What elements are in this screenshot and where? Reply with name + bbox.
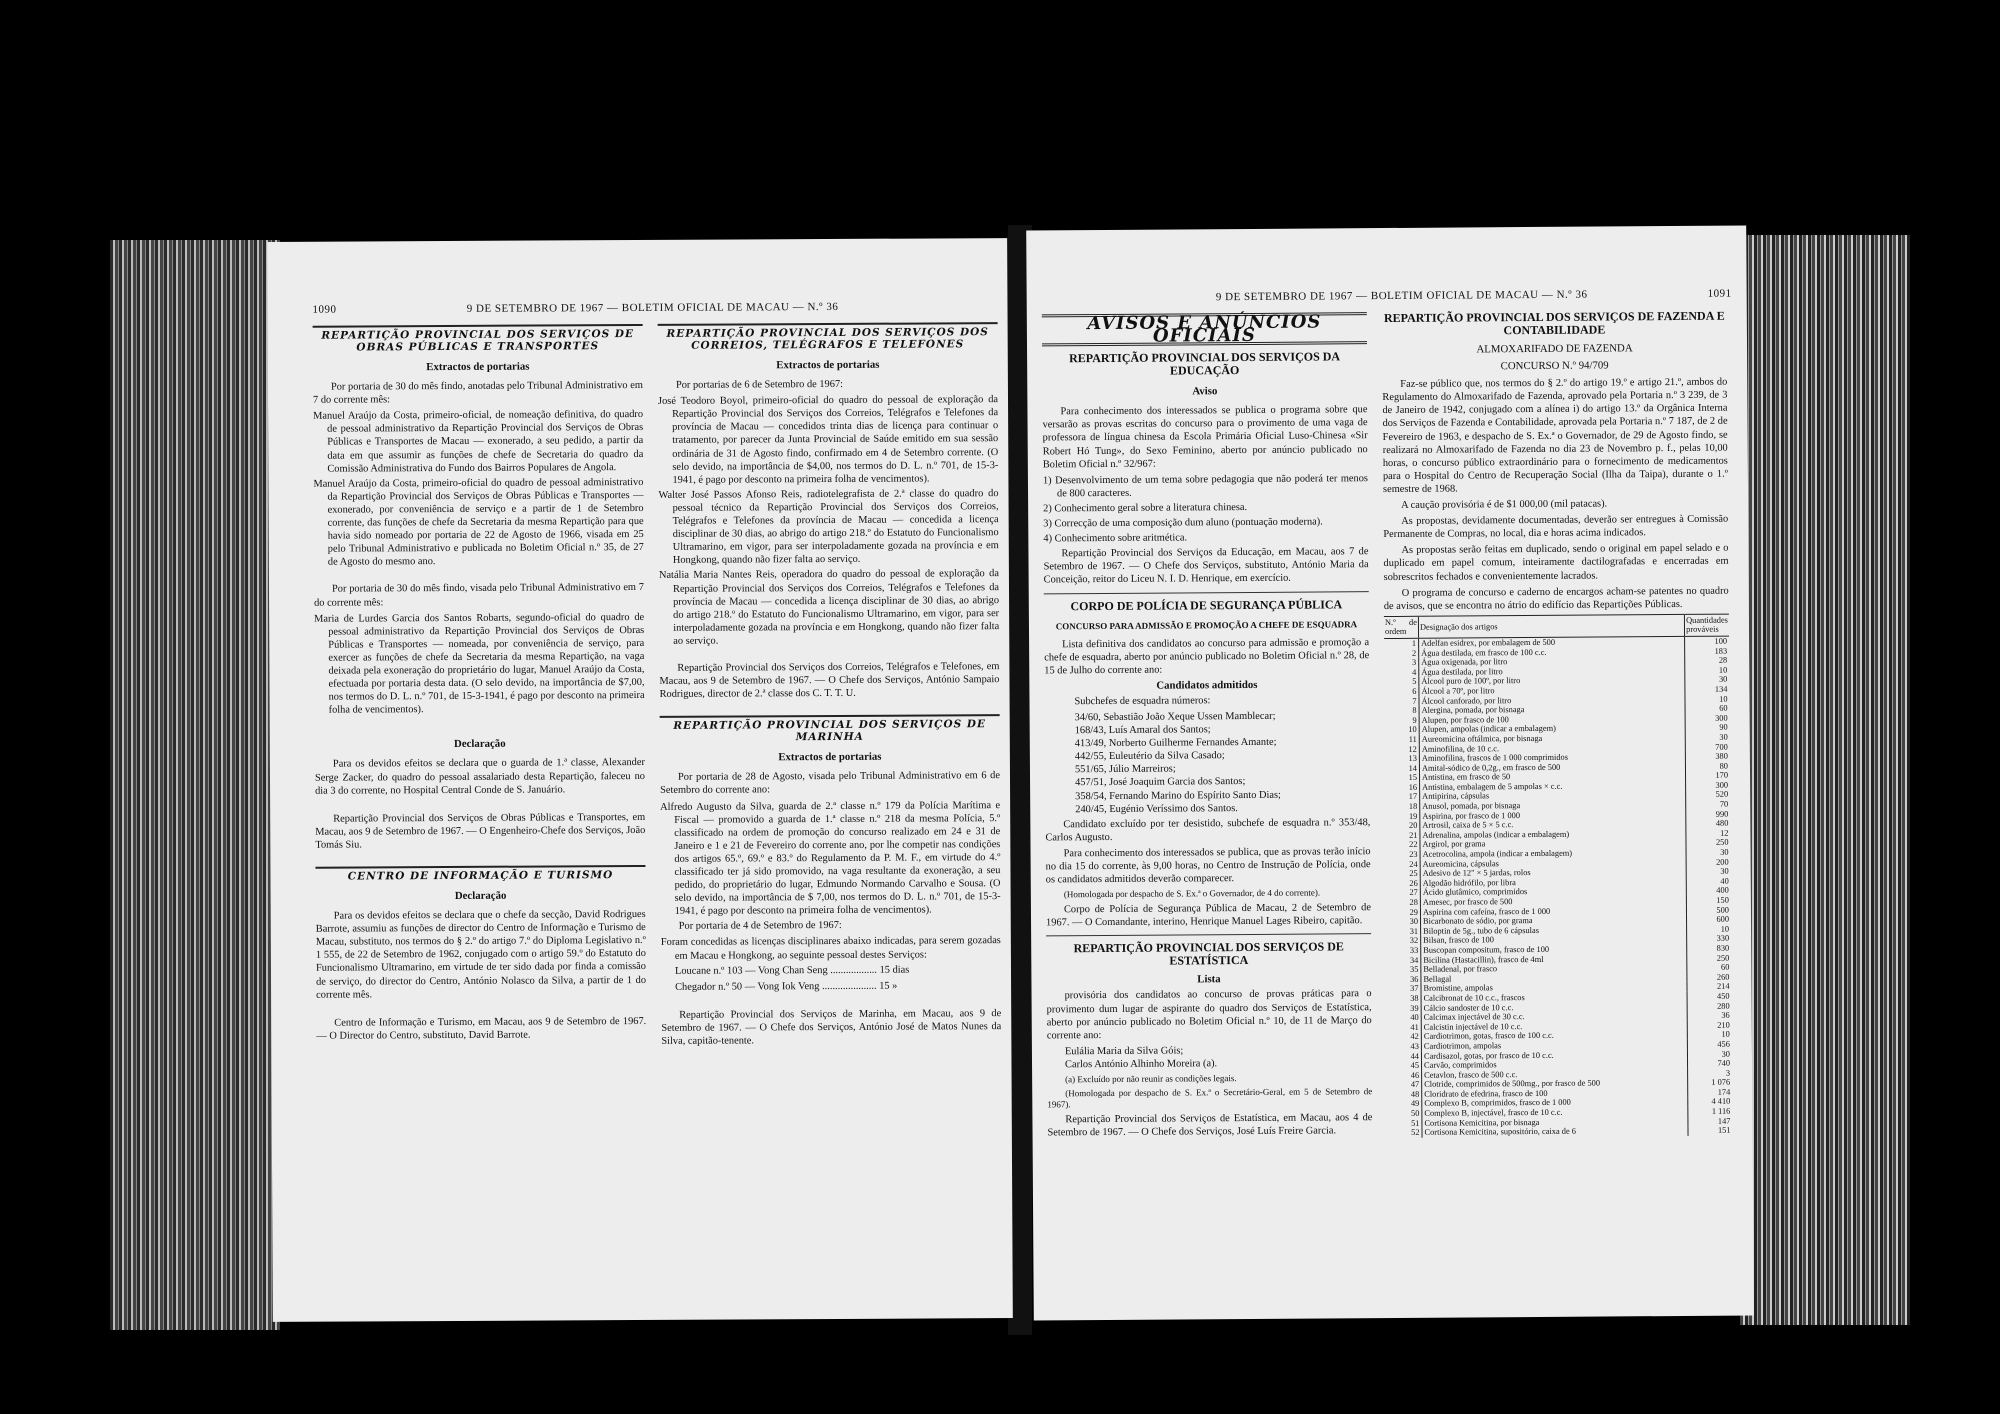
column-header: N.º de ordem bbox=[1384, 616, 1419, 638]
item-quantity: 400 bbox=[1686, 886, 1730, 896]
paragraph: Maria de Lurdes Garcia dos Santos Robarts, segundo-oficial do quadro de pessoal administrativo da Repartição Provincial dos Serviços de Obras Públicas e Transportes — nomeada, por conveniência de serviço, para exercer as funções de chefe da Secretaria da mesma Repartição, na vaga deixada pela exoneração do proprietário do lugar, Manuel Araújo da Costa, efectuada por portaria desta data. (O selo devido, na importância de $7,00, nos termos do D. L. n.º 701, de 15-3-1941, é pago por desconto na primeira folha de vencimentos). bbox=[314, 611, 645, 716]
item-quantity: 250 bbox=[1687, 953, 1731, 963]
item-number: 51 bbox=[1387, 1118, 1422, 1128]
item-quantity: 330 bbox=[1687, 934, 1731, 944]
note: (a) Excluído por não reunir as condições legais. bbox=[1065, 1073, 1237, 1085]
item-description: Cortisona Kemicitina, por bisnaga bbox=[1424, 1117, 1540, 1128]
item-number: 52 bbox=[1387, 1128, 1422, 1138]
item-description: Artrosil, caixa de 5 × 5 c.c. bbox=[1422, 820, 1514, 831]
item-quantity: 80 bbox=[1686, 761, 1730, 771]
right-column-2 bbox=[1382, 310, 1733, 1138]
item-description: Biloptin de 5g., tubo de 6 cápsulas bbox=[1423, 925, 1539, 936]
left-page bbox=[267, 238, 1013, 1322]
item-number: 20 bbox=[1385, 821, 1420, 831]
item-description: Água destilada, por litro bbox=[1421, 666, 1503, 677]
item-quantity: 40 bbox=[1686, 876, 1730, 886]
item-quantity: 260 bbox=[1687, 972, 1731, 982]
heading: Declaração bbox=[454, 889, 507, 902]
signature-paragraph: Repartição Provincial dos Serviços de Estatística, em Macau, aos 4 de Setembro de 1967. — O Chefe dos Serviços, José Luís Freire Garcia. bbox=[1047, 1112, 1373, 1139]
item-number: 13 bbox=[1385, 754, 1420, 764]
signature-paragraph: Repartição Provincial dos Serviços dos Correios, Telégrafos e Telefones, em Macau, aos 9 de Setembro de 1967. — O Chefe dos Serviços, António Sampaio Rodrigues, director de 2.ª classe dos C. T. T. U. bbox=[659, 661, 1000, 701]
item-quantity: 480 bbox=[1686, 819, 1730, 829]
item-description: Aminofilina, de 10 c.c. bbox=[1421, 743, 1500, 754]
item-quantity: 30 bbox=[1685, 733, 1729, 743]
item-number: 11 bbox=[1385, 735, 1420, 745]
item-description: Cálcio sandoster de 10 c.c. bbox=[1423, 1002, 1514, 1013]
section-title: REPARTIÇÃO PROVINCIAL DOS SERVIÇOS DE OBRAS PÚBLICAS E TRANSPORTES bbox=[313, 324, 643, 354]
paragraph: Manuel Araújo da Costa, primeiro-oficial, de nomeação definitiva, do quadro de pessoal administrativo da Repartição Provincial dos Serviços de Obras Públicas e Transportes de Macau — exonerado, a seu pedido, a partir da data em que assumir as funções de chefe de Secretaria do quadro da Comissão Administrativa do Fundo dos Bairros Populares de Angola. bbox=[313, 409, 644, 475]
paragraph: As propostas, devidamente documentadas, deverão ser entregues à Comissão Permanente de Compras, no local, dia e horas acima indicados. bbox=[1383, 513, 1729, 541]
item-description: Calcistin injectável de 10 c.c. bbox=[1423, 1021, 1523, 1032]
paragraph: Para os devidos efeitos se declara que o chefe da secção, David Rodrigues Barrote, assumiu as funções de director do Centro de Informação e Turismo de Macau, substituto, nos termos do § 2.º do artigo 7.º do Diploma Legislativo n.º 1 555, de 22 de Setembro de 1962, conjugado com o artigo 59.º do Estatuto do Funcionalismo Ultramarino, em virtude de ter sido dada por finda a comissão de serviço, do director do Centro, António Nolasco da Silva, a partir de 1 do corrente mês. bbox=[315, 909, 647, 1001]
list-item: 2) Conhecimento geral sobre a literatura chinesa. bbox=[1043, 501, 1248, 515]
item-number: 25 bbox=[1386, 869, 1421, 879]
paragraph: José Teodoro Boyol, primeiro-oficial do quadro do pessoal de exploração da Repartição Provincial dos Serviços dos Correios, Telégrafos e Telefones da província de Macau — concedidos trinta dias de licença para continuar o tratamento, por parecer da Junta Provincial de Saúde emitido em sua sessão ordinária de 31 de Agosto findo, confirmado em 4 de Setembro corrente. (O selo devido, na importância de $4,00, nos termos do D. L. n.º 701, de 15-3-1941, é pago por desconto na primeira folha de vencimentos). bbox=[657, 394, 999, 486]
heading: Aviso bbox=[1192, 385, 1218, 398]
paragraph: provisória dos candidatos ao concurso de provas práticas para o provimento dum lugar de aspirante do quadro dos Serviços de Estatística, aberto por anúncio publicado no Boletim Oficial n.º 10, de 11 de Março do corrente ano: bbox=[1046, 988, 1372, 1042]
item-number: 47 bbox=[1387, 1080, 1422, 1090]
item-description: Cortisona Kemicitina, supositório, caixa de 6 bbox=[1424, 1126, 1576, 1138]
item-number: 37 bbox=[1386, 984, 1421, 994]
item-description: Algodão hidrófilo, por libra bbox=[1422, 877, 1516, 888]
item-description: Adrenalina, ampolas (indicar a embalagem) bbox=[1422, 829, 1570, 840]
paragraph: Natália Maria Nantes Reis, operadora do quadro do pessoal de exploração da Repartição Provincial dos Serviços dos Correios, Telégrafos e Telefones da província de Macau — concedida a licença disciplinar de 30 dias, ao abrigo do artigo 218.º do Estatuto do Funcionalismo Ultramarino, em vigor, para ser interpoladamente gozada na província e em Hongkong, quando não fizer falta ao serviço. bbox=[658, 568, 1000, 647]
item-number: 50 bbox=[1387, 1109, 1422, 1119]
item-quantity: 990 bbox=[1686, 809, 1730, 819]
item-quantity: 183 bbox=[1685, 646, 1729, 656]
paragraph: O programa de concurso e caderno de encargos acham-se patentes no quadro de avisos, que se encontra no átrio do edifício das Repartições Públicas. bbox=[1383, 585, 1729, 612]
item-quantity: 380 bbox=[1685, 752, 1729, 762]
paragraph: Lista definitiva dos candidatos ao concurso para admissão e promoção a chefe de esquadra, aberto por anúncio publicado no Boletim Oficial n.º 28, de 15 de Julho do corrente ano: bbox=[1044, 636, 1370, 677]
subtitle: ALMOXARIFADO DE FAZENDA bbox=[1476, 342, 1633, 356]
item-quantity: 520 bbox=[1686, 790, 1730, 800]
running-title: 9 DE SETEMBRO DE 1967 — BOLETIM OFICIAL DE MACAU — N.º 36 bbox=[1215, 288, 1588, 304]
item-number: 14 bbox=[1385, 763, 1420, 773]
list-item: Eulália Maria da Silva Góis; bbox=[1064, 1045, 1184, 1058]
item-description: Aminofilina, frascos de 1 000 comprimidos bbox=[1421, 752, 1569, 763]
signature-paragraph: Corpo de Polícia de Segurança Pública de Macau, 2 de Setembro de 1967. — O Comandante, interino, Henrique Manuel Lages Ribeiro, capitão. bbox=[1046, 902, 1371, 929]
note: (Homologada por despacho de S. Ex.ª o Governador, de 4 do corrente). bbox=[1063, 887, 1321, 900]
heading: Candidatos admitidos bbox=[1156, 678, 1258, 692]
item-description: Bilsan, frasco de 100 bbox=[1423, 935, 1494, 946]
item-number: 43 bbox=[1387, 1042, 1422, 1052]
item-description: Antistina, embalagem de 5 ampolas × c.c. bbox=[1422, 781, 1563, 792]
item-number: 35 bbox=[1386, 965, 1421, 975]
heading: CONCURSO N.º 94/709 bbox=[1500, 359, 1609, 373]
item-description: Álcool canforado, por litro bbox=[1421, 695, 1512, 706]
item-quantity: 60 bbox=[1687, 963, 1731, 973]
section-title: REPARTIÇÃO PROVINCIAL DOS SERVIÇOS DE ESTATÍSTICA bbox=[1073, 939, 1344, 968]
running-title: 9 DE SETEMBRO DE 1967 — BOLETIM OFICIAL DE MACAU — N.º 36 bbox=[466, 300, 839, 315]
item-number: 27 bbox=[1386, 888, 1421, 898]
item-quantity: 10 bbox=[1685, 665, 1729, 675]
item-quantity: 36 bbox=[1687, 1011, 1731, 1021]
left-column-1 bbox=[313, 324, 647, 1046]
item-description: Álcool puro de 100º, por litro bbox=[1421, 676, 1521, 687]
list-item: 1) Desenvolvimento de um tema sobre pedagogia que não poderá ter menos de 800 caracteres. bbox=[1042, 472, 1368, 500]
item-description: Cardiotrimon, gotas, frasco de 100 c.c. bbox=[1423, 1031, 1554, 1042]
item-number: 5 bbox=[1384, 677, 1419, 687]
item-quantity: 456 bbox=[1687, 1040, 1731, 1050]
note: (Homologada por despacho de S. Ex.ª o Secretário-Geral, em 5 de Setembro de 1967). bbox=[1047, 1086, 1373, 1110]
item-description: Calcimax injectável de 30 c.c. bbox=[1423, 1012, 1525, 1022]
item-description: Complexo B, injectável, frasco de 10 c.c. bbox=[1424, 1107, 1563, 1118]
signature-paragraph: Repartição Provincial dos Serviços de Marinha, em Macau, aos 9 de Setembro de 1967. — O Chefe dos Serviços, António José de Matos Nunes da Silva, capitão-tenente. bbox=[661, 1007, 1002, 1047]
item-quantity: 830 bbox=[1687, 944, 1731, 954]
item-description: Bicarbonato de sódio, por grama bbox=[1423, 916, 1533, 926]
item-number: 19 bbox=[1385, 811, 1420, 821]
signature-paragraph: Repartição Provincial dos Serviços de Obras Públicas e Transportes, em Macau, aos 9 de Setembro de 1967. — O Engenheiro-Chefe dos Serviços, João Tomás Siu. bbox=[315, 811, 646, 851]
item-quantity: 10 bbox=[1687, 1030, 1731, 1040]
item-quantity: 280 bbox=[1687, 1001, 1731, 1011]
book-page-edges-left bbox=[110, 240, 280, 1330]
paragraph: Walter José Passos Afonso Reis, radiotelegrafista de 2.ª classe do quadro do pessoal técnico da Repartição Provincial dos Serviços dos Correios, Telégrafos e Telefones da província de Macau — concedida a licença disciplinar de 30 dias, ao abrigo do artigo 218.º do Estatuto do Funcionalismo Ultramarino, em vigor, para ser interpoladamente gozada na província e em Hongkong, quando não fizer falta ao serviço. bbox=[658, 487, 999, 567]
section-title: REPARTIÇÃO PROVINCIAL DOS SERVIÇOS DE FAZENDA E CONTABILIDADE bbox=[1383, 308, 1725, 338]
item-description: Amesec, por frasco de 500 bbox=[1422, 897, 1513, 907]
item-number: 45 bbox=[1387, 1061, 1422, 1071]
item-description: Belladenal, por frasco bbox=[1423, 964, 1498, 974]
item-quantity: 30 bbox=[1686, 867, 1730, 877]
item-number: 3 bbox=[1384, 658, 1419, 668]
item-description: Calcibronat de 10 c.c., frascos bbox=[1423, 993, 1525, 1003]
item-quantity: 214 bbox=[1687, 982, 1731, 992]
item-quantity: 10 bbox=[1685, 694, 1729, 704]
item-quantity: 170 bbox=[1686, 771, 1730, 781]
right-page bbox=[1026, 226, 1754, 1321]
paragraph: Por portaria de 30 do mês findo, visada pelo Tribunal Administrativo em 7 do corrente mês: bbox=[314, 582, 645, 609]
item-quantity: 151 bbox=[1688, 1126, 1732, 1136]
item-quantity: 90 bbox=[1685, 723, 1729, 733]
item-description: Alupen, por frasco de 100 bbox=[1421, 714, 1509, 725]
item-description: Aspirina com cafeína, frasco de 1 000 bbox=[1422, 906, 1551, 917]
running-head-right bbox=[1072, 287, 1732, 304]
paragraph: Foram concedidas as licenças disciplinares abaixo indicadas, para serem gozadas em Macau e Hongkong, ao seguinte pessoal destes Serviços: bbox=[660, 935, 1001, 962]
paragraph: Para conhecimento dos interessados se publica, que as provas terão início no dia 15 do corrente, às 9,00 horas, no Centro de Instrução de Polícia, onde os candidatos admitidos deverão comparecer. bbox=[1045, 846, 1371, 886]
paragraph: Por portaria de 30 do mês findo, anotadas pelo Tribunal Administrativo em 7 do corrente mês: bbox=[312, 380, 643, 406]
column-header: Quantidades prováveis bbox=[1685, 614, 1730, 636]
item-description: Cardisazol, gotas, por frasco de 10 c.c. bbox=[1423, 1050, 1554, 1061]
paragraph: A caução provisória é de $1 000,00 (mil patacas). bbox=[1401, 498, 1608, 511]
item-number: 32 bbox=[1386, 936, 1421, 946]
item-number: 34 bbox=[1386, 955, 1421, 965]
item-description: Acetrocolina, ampola (indicar a embalagem) bbox=[1422, 848, 1573, 859]
paragraph: Por portaria de 28 de Agosto, visada pelo Tribunal Administrativo em 6 de Setembro do corrente ano: bbox=[660, 770, 1001, 797]
item-number: 8 bbox=[1385, 706, 1420, 716]
item-description: Buscopan compositum, frasco de 100 bbox=[1423, 944, 1550, 955]
paragraph: Subchefes de esquadra números: bbox=[1074, 695, 1211, 708]
item-number: 49 bbox=[1387, 1099, 1422, 1109]
item-quantity: 700 bbox=[1685, 742, 1729, 752]
item-number: 30 bbox=[1386, 917, 1421, 927]
item-description: Bicilina (Hastacillin), frasco de 4ml bbox=[1423, 954, 1544, 965]
item-number: 12 bbox=[1385, 744, 1420, 754]
heading: Declaração bbox=[453, 738, 506, 751]
paragraph: As propostas serão feitas em duplicado, sendo o original em papel selado e o duplicado em papel comum, inteiramente dactilografadas e encerradas em sobrescritos fechados e convenientemente lacrados. bbox=[1383, 542, 1729, 583]
item-number: 31 bbox=[1386, 927, 1421, 937]
item-number: 46 bbox=[1387, 1070, 1422, 1080]
item-description: Alergina, pomada, por bisnaga bbox=[1421, 705, 1525, 715]
list-item: 168/43, Luís Amaral dos Santos; bbox=[1074, 724, 1211, 737]
items-table bbox=[1384, 613, 1733, 1137]
list-item: 240/45, Eugénio Veríssimo dos Santos. bbox=[1075, 802, 1238, 815]
item-number: 18 bbox=[1385, 802, 1420, 812]
item-quantity: 30 bbox=[1685, 675, 1729, 685]
item-number: 29 bbox=[1386, 907, 1421, 917]
paragraph: Por portarias de 6 de Setembro de 1967: bbox=[675, 379, 844, 391]
item-quantity: 30 bbox=[1688, 1049, 1732, 1059]
item-number: 7 bbox=[1384, 696, 1419, 706]
running-head-left bbox=[312, 300, 993, 316]
paragraph: Por portaria de 4 de Setembro de 1967: bbox=[678, 920, 842, 933]
item-description: Aureomicina, cápsulas bbox=[1422, 858, 1499, 869]
item-description: Amital-sódico de 0,2g., em frasco de 500 bbox=[1421, 762, 1561, 773]
list-item: 4) Conhecimento sobre aritmética. bbox=[1043, 532, 1188, 545]
right-column-1 bbox=[1042, 312, 1373, 1142]
book-page-edges-right bbox=[1740, 235, 1910, 1325]
paragraph: Faz-se público que, nos termos do § 2.º do artigo 19.º e artigo 21.º, ambos do Regulamento do Almoxarifado de Fazenda, aprovado pela Portaria n.º 3 239, de 3 de Janeiro de 1942, conjugado com a alínea i) do artigo 13.º da Orgânica Interna dos Serviços de Fazenda e Contabilidade, aprovada pela Portaria n.º 7 187, de 2 de Fevereiro de 1963, e despacho de S. Ex.ª o Governador, de 29 de Agosto findo, se realizará no Almoxarifado de Fazenda no dia 23 de Novembro p. f., pelas 10,00 horas, o concurso público extraordinário para o fornecimento de medicamentos para o Hospital do Centro de Recuperação Social (Ilha da Taipa), durante o 1.º semestre de 1968. bbox=[1382, 376, 1728, 495]
item-quantity: 250 bbox=[1686, 838, 1730, 848]
item-description: Cetavlon, frasco de 500 c.c. bbox=[1424, 1069, 1518, 1080]
section-title: REPARTIÇÃO PROVINCIAL DOS SERVIÇOS DE MARINHA bbox=[660, 714, 1000, 744]
item-description: Cloridrato de efedrina, frasco de 100 bbox=[1424, 1088, 1548, 1099]
item-number: 23 bbox=[1386, 850, 1421, 860]
list-item: Chegador n.º 50 — Vong Iok Veng ..................... 15 » bbox=[675, 980, 898, 993]
item-quantity: 150 bbox=[1686, 896, 1730, 906]
item-description: Ácido glutâmico, comprimidos bbox=[1422, 887, 1528, 898]
section-title: CORPO DE POLÍCIA DE SEGURANÇA PÚBLICA bbox=[1070, 596, 1343, 613]
item-number: 41 bbox=[1387, 1023, 1422, 1033]
item-quantity: 210 bbox=[1687, 1020, 1731, 1030]
item-description: Anusol, pomada, por bisnaga bbox=[1422, 801, 1521, 811]
item-number: 17 bbox=[1385, 792, 1420, 802]
item-number: 26 bbox=[1386, 879, 1421, 889]
item-description: Cardiotrimon, ampolas bbox=[1423, 1041, 1502, 1051]
section-title: REPARTIÇÃO PROVINCIAL DOS SERVIÇOS DA EDUCAÇÃO bbox=[1069, 349, 1341, 378]
item-description: Antistina, em frasco de 50 bbox=[1422, 772, 1511, 783]
item-description: Adesivo de 12" × 5 jardas, rolos bbox=[1422, 868, 1531, 878]
left-column-2 bbox=[658, 322, 1002, 1051]
item-number: 33 bbox=[1386, 946, 1421, 956]
item-quantity: 200 bbox=[1686, 857, 1730, 867]
paragraph: Para os devidos efeitos se declara que o guarda de 1.ª classe, Alexander Serge Zacker, do quadro do pessoal assalariado desta Repartição, faleceu no dia 3 do corrente, no Hospital Central Conde de S. Januário. bbox=[314, 757, 646, 797]
signature-paragraph: Repartição Provincial dos Serviços da Educação, em Macau, aos 7 de Setembro de 1967. — O Chefe dos Serviços, substituto, António Maria da Conceição, reitor do Liceu N. I. D. Henrique, em exercício. bbox=[1043, 546, 1369, 586]
item-quantity: 450 bbox=[1687, 992, 1731, 1002]
list-item: 457/51, José Joaquim Garcia dos Santos; bbox=[1075, 776, 1246, 789]
item-quantity: 4 410 bbox=[1688, 1097, 1732, 1107]
avisos-banner: AVISOS E ANÚNCIOS OFICIAIS bbox=[1042, 312, 1367, 346]
item-number: 22 bbox=[1385, 840, 1420, 850]
item-number: 16 bbox=[1385, 783, 1420, 793]
heading: CONCURSO PARA ADMISSÃO E PROMOÇÃO A CHEFE DE ESQUADRA bbox=[1055, 618, 1358, 631]
item-description: Clotride, comprimidos de 500mg., por frasco de 500 bbox=[1424, 1078, 1601, 1090]
item-number: 40 bbox=[1387, 1013, 1422, 1023]
item-number: 24 bbox=[1386, 859, 1421, 869]
item-quantity: 28 bbox=[1685, 656, 1729, 666]
item-number: 9 bbox=[1385, 716, 1420, 726]
section-title: REPARTIÇÃO PROVINCIAL DOS SERVIÇOS DOS CORREIOS, TELÉGRAFOS E TELEFONES bbox=[658, 322, 998, 352]
item-quantity: 70 bbox=[1686, 800, 1730, 810]
item-description: Água oxigenada, por litro bbox=[1421, 657, 1508, 667]
item-description: Água destilada, em frasco de 100 c.c. bbox=[1421, 647, 1547, 658]
item-number: 48 bbox=[1387, 1090, 1422, 1100]
heading: Extractos de portarias bbox=[776, 358, 880, 372]
signature-paragraph: Centro de Informação e Turismo, em Macau, aos 9 de Setembro de 1967. — O Director do Centro, substituto, David Barrote. bbox=[316, 1015, 647, 1042]
items-table-body bbox=[1384, 636, 1732, 1138]
item-quantity: 100 bbox=[1685, 636, 1729, 646]
list-item: Loucane n.º 103 — Vong Chan Seng .................. 15 dias bbox=[674, 964, 910, 977]
item-description: Argirol, por grama bbox=[1422, 839, 1486, 850]
item-description: Aspirina, por frasco de 1 000 bbox=[1422, 810, 1521, 821]
page-number: 1091 bbox=[1707, 287, 1732, 300]
item-number: 10 bbox=[1385, 725, 1420, 735]
item-number: 1 bbox=[1384, 638, 1419, 648]
list-item: 34/60, Sebastião João Xeque Ussen Mamblecar; bbox=[1074, 710, 1276, 724]
item-number: 6 bbox=[1384, 687, 1419, 697]
item-description: Carvão, comprimidos bbox=[1424, 1060, 1497, 1070]
item-number: 38 bbox=[1387, 994, 1422, 1004]
item-number: 36 bbox=[1386, 975, 1421, 985]
paragraph: Manuel Araújo da Costa, primeiro-oficial do quadro de pessoal administrativo da Repartição Provincial dos Serviços de Obras Públicas e Transportes — exonerado, por conveniência de serviço e a partir de 1 de Setembro corrente, das funções de chefe da Secretaria da mesma Repartição para que havia sido nomeado por portaria de 22 de Agosto de 1966, visada em 25 pelo Tribunal Administrativo e publicada no Boletim Oficial n.º 35, de 27 de Agosto do mesmo ano. bbox=[313, 476, 644, 568]
item-quantity: 300 bbox=[1686, 781, 1730, 791]
section-title: CENTRO DE INFORMAÇÃO E TURISMO bbox=[315, 865, 645, 883]
item-quantity: 30 bbox=[1686, 848, 1730, 858]
list-item: Carlos António Alhinho Moreira (a). bbox=[1064, 1058, 1218, 1071]
table-row bbox=[1387, 1126, 1732, 1138]
heading: Extractos de portarias bbox=[426, 360, 530, 374]
paragraph: Para conhecimento dos interessados se publica o programa sobre que versarão as provas escritas do concurso para o provimento de uma vaga de professora de língua chinesa da Escola Primária Oficial Luso-Chinesa «Sir Robert Hó Tung», do Sexo Feminino, aberto por anúncio publicado no Boletim Oficial n.º 32/967: bbox=[1042, 404, 1368, 471]
item-quantity: 10 bbox=[1687, 924, 1731, 934]
item-quantity: 134 bbox=[1685, 685, 1729, 695]
item-description: Adelfan esidrex, por embalagem de 500 bbox=[1421, 637, 1556, 648]
paragraph: Alfredo Augusto da Silva, guarda de 2.ª classe n.º 179 da Polícia Marítima e Fiscal — promovido a guarda de 1.ª classe n.º 218 da mesma Polícia, 5.º classificado na ordem de promoção do concurso realizado em 24 e 31 de Janeiro e 1 e 21 de Fevereiro do corrente ano, por lhe competir nas condições dos artigos 65.º, 69.º e 83.º do Regulamento da P. M. F., em virtude do 4.º classificado ter já sido promovido, na vaga resultante da exoneração, a seu pedido, do proprietário do lugar, Edmundo Normando Carvalho e Sousa. (O selo devido, na importância de $ 7,00, nos termos do D. L. n.º 701, de 15-3-1941, é pago por desconto na primeira folha de vencimentos). bbox=[660, 799, 1001, 918]
item-number: 15 bbox=[1385, 773, 1420, 783]
item-number: 44 bbox=[1387, 1051, 1422, 1061]
item-description: Bromistine, ampolas bbox=[1423, 983, 1493, 994]
paragraph: Candidato excluído por ter desistido, subchefe de esquadra n.º 353/48, Carlos Augusto. bbox=[1045, 816, 1371, 844]
item-quantity: 300 bbox=[1685, 713, 1729, 723]
column-header: Designação dos artigos bbox=[1418, 614, 1684, 638]
list-item: 413/49, Norberto Guilherme Fernandes Amante; bbox=[1074, 736, 1277, 750]
item-number: 2 bbox=[1384, 648, 1419, 658]
item-description: Bellagal bbox=[1423, 974, 1452, 984]
list-item: 442/55, Euleutério da Silva Casado; bbox=[1074, 750, 1225, 763]
item-quantity: 500 bbox=[1687, 905, 1731, 915]
item-number: 42 bbox=[1387, 1032, 1422, 1042]
heading: Lista bbox=[1197, 973, 1221, 986]
item-quantity: 600 bbox=[1687, 915, 1731, 925]
item-quantity: 740 bbox=[1688, 1059, 1732, 1069]
item-quantity: 3 bbox=[1688, 1068, 1732, 1078]
item-description: Aureomicina oftálmica, por bisnaga bbox=[1421, 733, 1543, 744]
item-quantity: 12 bbox=[1686, 828, 1730, 838]
list-item: 551/65, Júlio Marreiros; bbox=[1074, 763, 1176, 776]
item-description: Alupen, ampolas (indicar a embalagem) bbox=[1421, 724, 1556, 735]
item-quantity: 174 bbox=[1688, 1087, 1732, 1097]
item-quantity: 60 bbox=[1685, 704, 1729, 714]
item-number: 39 bbox=[1387, 1003, 1422, 1013]
item-description: Antipirina, cápsulas bbox=[1422, 791, 1490, 802]
item-quantity: 147 bbox=[1688, 1116, 1732, 1126]
heading: Extractos de portarias bbox=[778, 750, 882, 764]
item-number: 4 bbox=[1384, 668, 1419, 678]
list-item: 3) Correcção de uma composição dum aluno (pontuação moderna). bbox=[1043, 516, 1323, 530]
item-quantity: 1 116 bbox=[1688, 1107, 1732, 1117]
list-item: 358/54, Fernando Marino do Espírito Santo Dias; bbox=[1075, 789, 1281, 802]
item-number: 28 bbox=[1386, 898, 1421, 908]
page-number: 1090 bbox=[312, 303, 337, 316]
item-number: 21 bbox=[1385, 831, 1420, 841]
item-description: Álcool a 70º, por litro bbox=[1421, 686, 1495, 696]
item-quantity: 1 076 bbox=[1688, 1078, 1732, 1088]
item-description: Complexo B, comprimidos, frasco de 1 000 bbox=[1424, 1098, 1571, 1109]
